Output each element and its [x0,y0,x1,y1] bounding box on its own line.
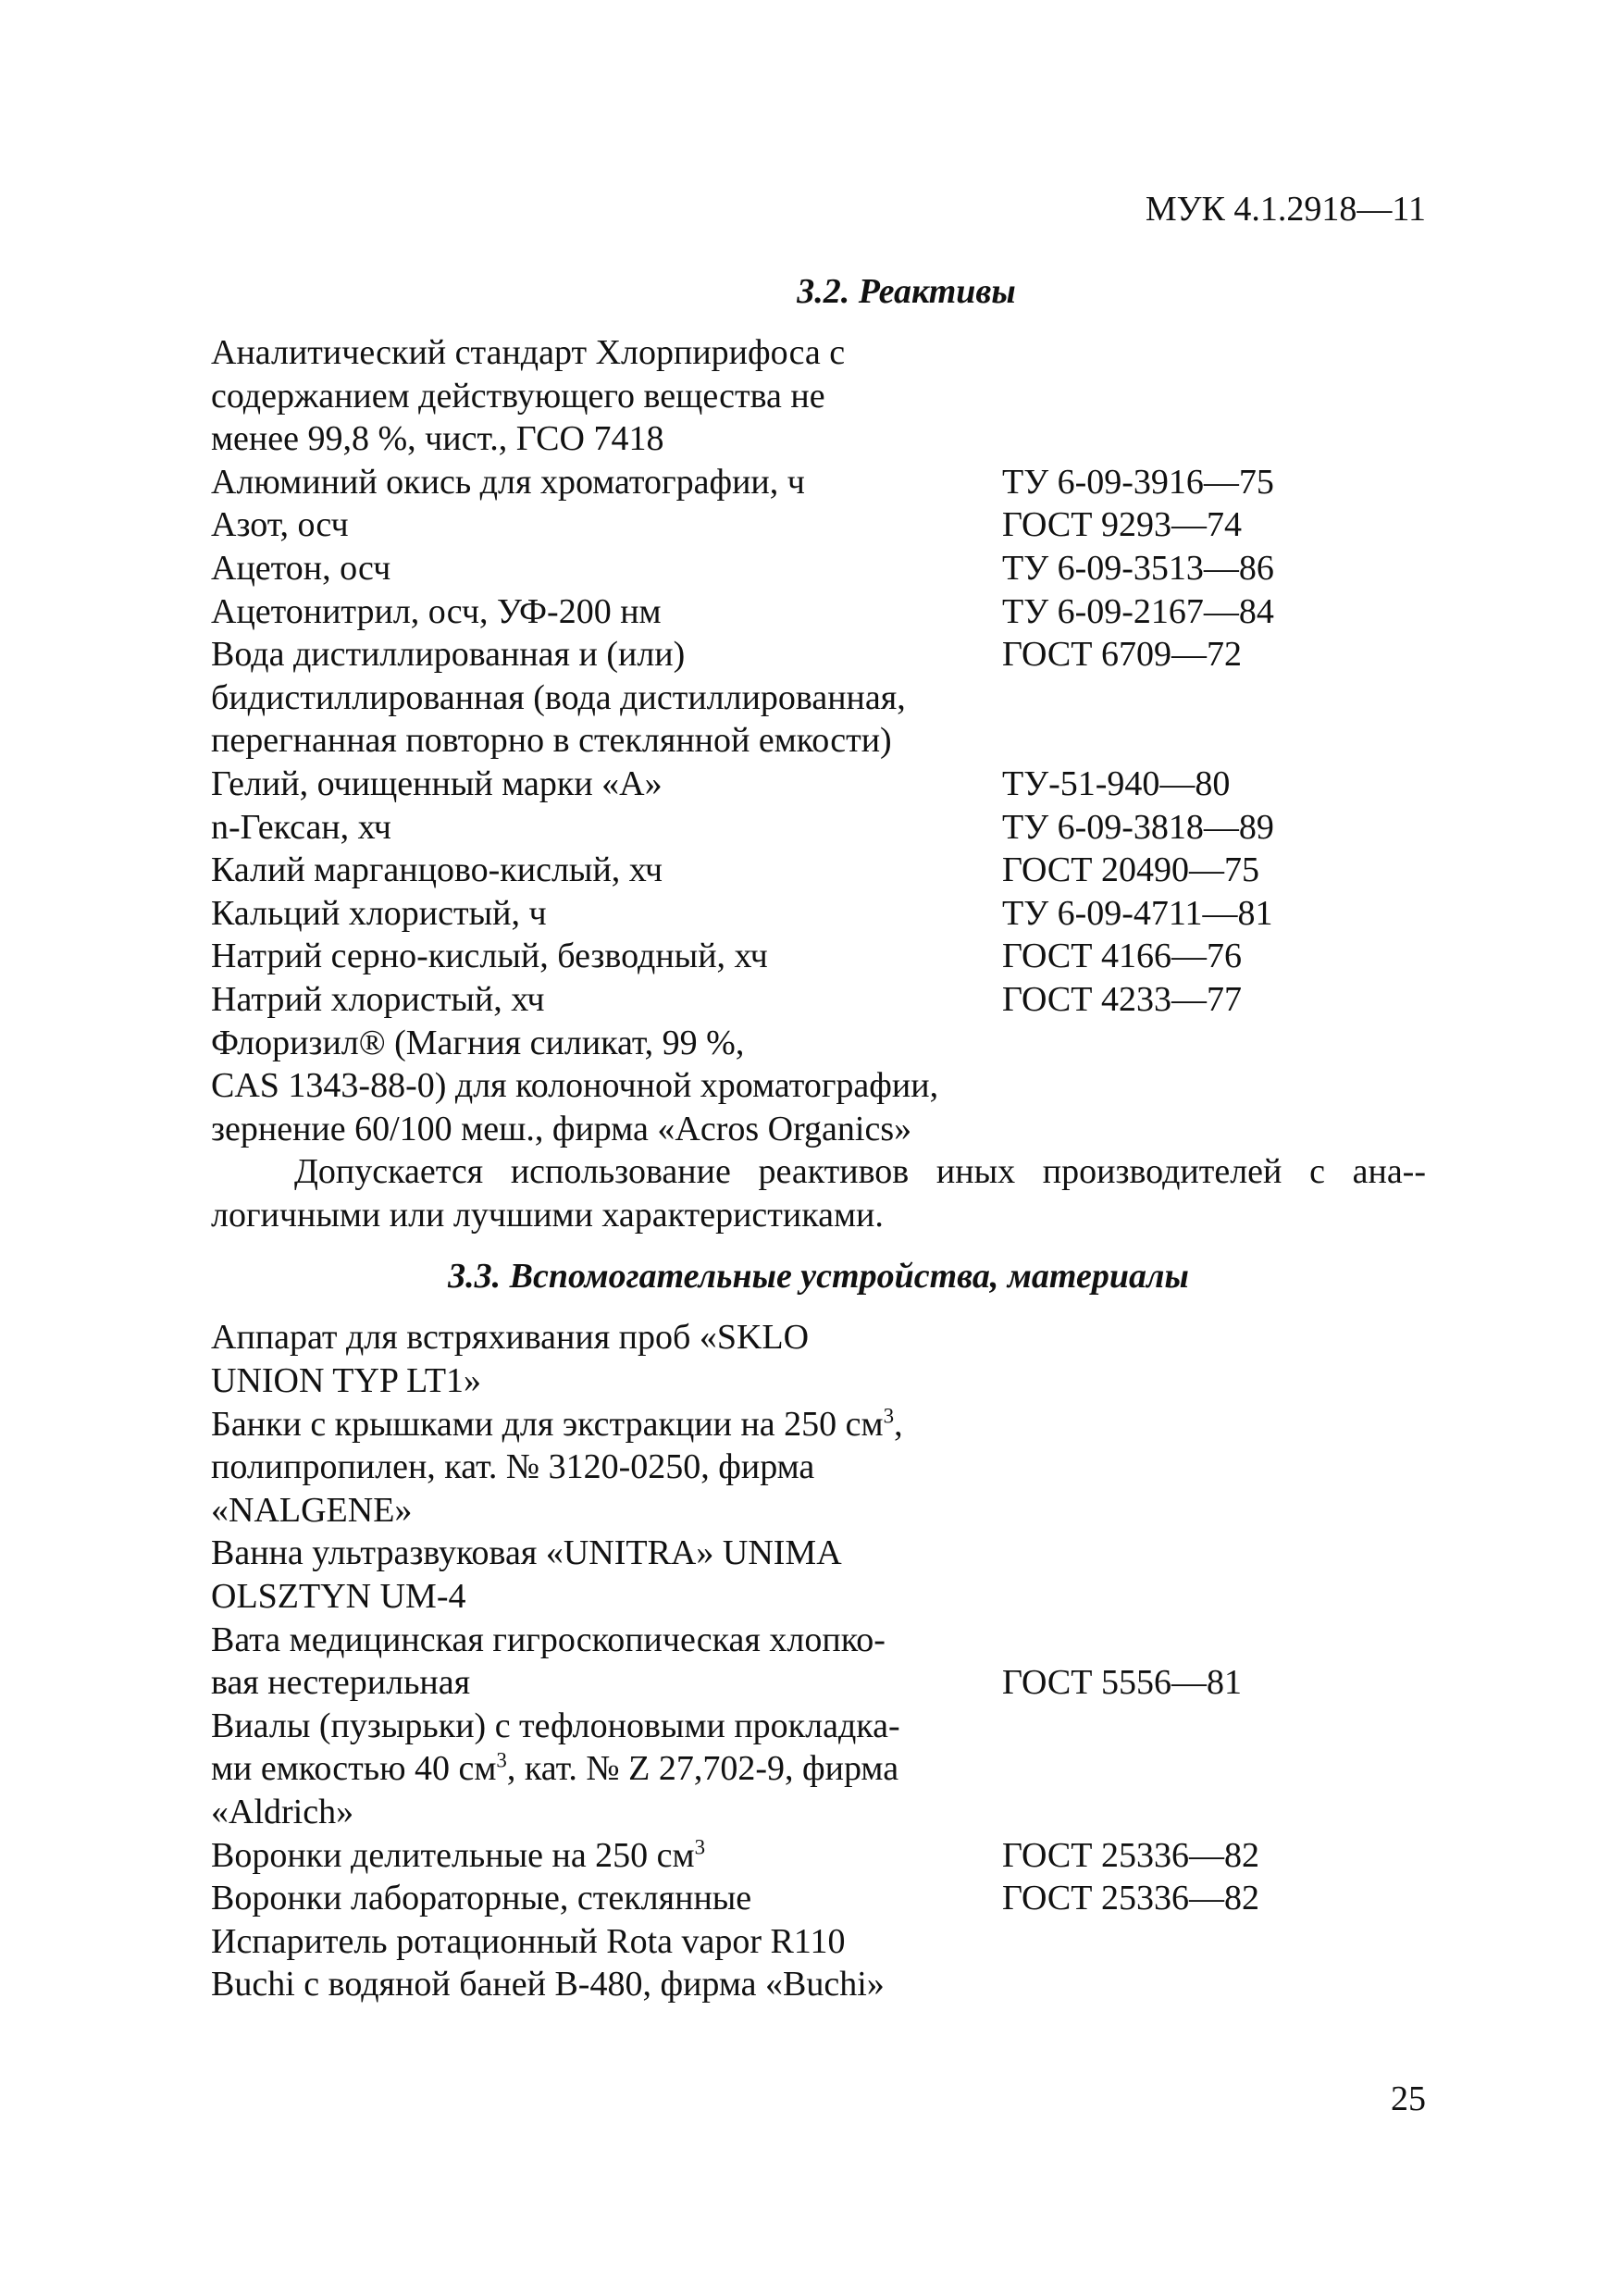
item-standard: ГОСТ 5556—81 [1002,1663,1242,1703]
list-item [211,331,1426,461]
item-name: Виалы (пузырьки) с тефлоновыми прокладка- ми емкостью 40 $см^3$, кат. № Z 27,702-9, фирма «Aldrich» [211,1706,900,1831]
list-item [211,763,1426,806]
reagents-list [211,331,1426,1150]
list-item [211,590,1426,634]
superscript: 3 [496,1748,507,1772]
section-title-reagents: 3.2. Реактивы [797,272,1016,311]
item-name: Вата медицинская гигроскопическая хлопко- вая нестерильная [211,1620,886,1703]
list-item [211,978,1426,1022]
list-item [211,1877,1426,1920]
list-item [211,892,1426,936]
list-item [211,1705,1426,1834]
list-item [211,1403,1426,1533]
list-item [211,1022,1426,1151]
item-name: Ванна ультразвуковая «UNITRA» UNIMA OLSZTYN UM-4 [211,1533,842,1617]
item-standard: ТУ 6-09-2167—84 [1002,591,1274,631]
item-standard: ГОСТ 4233—77 [1002,979,1242,1019]
item-standard: ГОСТ 25336—82 [1002,1879,1259,1918]
item-standard: ТУ 6-09-4711—81 [1002,893,1273,933]
item-standard: ТУ 6-09-3916—75 [1002,462,1274,502]
item-standard: ГОСТ 25336—82 [1002,1835,1259,1875]
item-name: n-Гексан, хч [211,807,391,847]
page-number: 25 [1391,2079,1426,2118]
item-name: Алюминий окись для хроматографии, ч [211,462,805,502]
item-standard: ТУ 6-09-3513—86 [1002,548,1274,588]
item-name: Аналитический стандарт Хлорпирифоса с содержанием действующего вещества не менее 99,8 %, чист., ГСО 7418 [211,333,846,459]
item-name: Воронки делительные на 250 $см^3$ [211,1834,706,1875]
item-name: Гелий, очищенный марки «А» [211,763,663,803]
list-item [211,1834,1426,1878]
section-title-materials: 3.3. Вспомогательные устройства, материалы [448,1257,1189,1297]
list-item [211,806,1426,850]
materials-list [211,1316,1426,2006]
list-item [211,461,1426,504]
item-standard: ГОСТ 20490—75 [1002,850,1259,890]
document-code: МУК 4.1.2918—11 [1145,190,1426,229]
reagents-note: Допускается использование реактивов иных производителей с ана-логичными или лучшими характеристиками. [211,1152,1426,1235]
list-item [211,547,1426,590]
item-name: Натрий хлористый, хч [211,979,545,1019]
item-name: Натрий серно-кислый, безводный, хч [211,937,768,976]
item-name: Калий марганцово-кислый, хч [211,850,663,890]
item-name: Аппарат для встряхивания проб «SKLO UNION TYP LT1» [211,1318,810,1401]
item-standard: ТУ-51-940—80 [1002,763,1231,803]
superscript: 3 [883,1404,895,1427]
list-item [211,633,1426,763]
list-item [211,1532,1426,1618]
item-name: Ацетонитрил, осч, УФ-200 нм [211,591,662,631]
list-item [211,849,1426,892]
list-item [211,935,1426,978]
superscript: 3 [694,1834,706,1858]
item-standard: ГОСТ 9293—74 [1002,505,1242,545]
item-name: Азот, осч [211,505,349,545]
item-standard: ГОСТ 4166—76 [1002,937,1242,976]
item-standard: ТУ 6-09-3818—89 [1002,807,1274,847]
item-name: Кальций хлористый, ч [211,893,547,933]
item-name: Воронки лабораторные, стеклянные [211,1879,752,1918]
item-standard: ГОСТ 6709—72 [1002,635,1242,675]
list-item [211,1920,1426,2006]
page-content [211,270,1426,2006]
list-item [211,1316,1426,1402]
list-item [211,503,1426,547]
item-name: Испаритель ротационный Rota vapor R110 Buchi с водяной баней В-480, фирма «Buchi» [211,1921,885,2004]
item-name: Банки с крышками для экстракции на 250 $см^3$, полипропилен, кат. № 3120-0250, фирма «NALGENE» [211,1404,903,1530]
item-name: Флоризил® (Магния силикат, 99 %, CAS 1343-88-0) для колоночной хроматографии, зернение 60/100 меш., фирма «Acros Organics» [211,1023,939,1148]
list-item [211,1619,1426,1705]
item-name: Вода дистиллированная и (или) бидистиллированная (вода дистиллированная, перегнанная повторно в стеклянной емкости) [211,635,906,761]
item-name: Ацетон, осч [211,548,391,588]
